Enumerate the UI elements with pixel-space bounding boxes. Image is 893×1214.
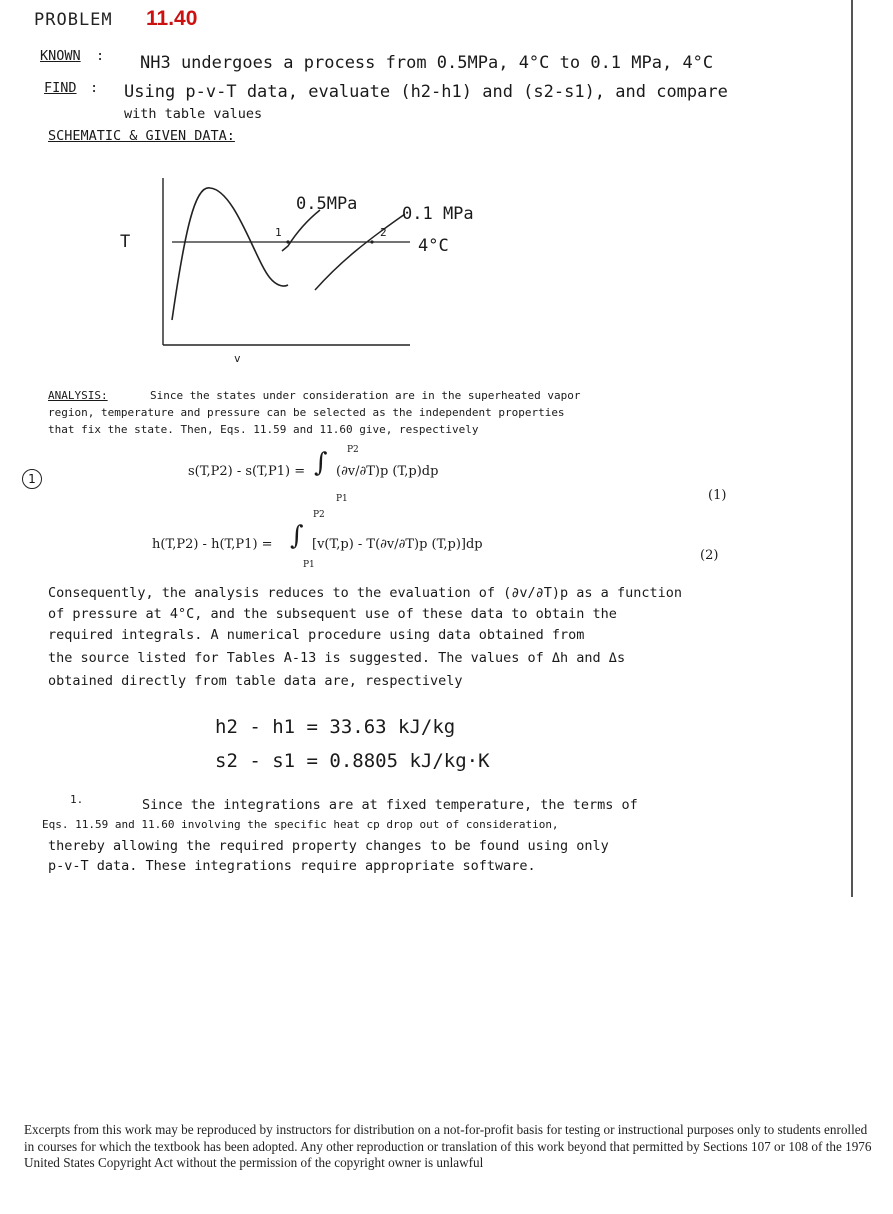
eq1-upper-limit: P2	[347, 445, 359, 455]
eq1-lhs: s(T,P2) - s(T,P1) =	[188, 464, 306, 479]
known-text: NH3 undergoes a process from 0.5MPa, 4°C to 0.1 MPa, 4°C	[140, 53, 714, 73]
state-2-point	[370, 240, 373, 243]
notes-line1: Since the integrations are at fixed temperature, the terms of	[142, 797, 638, 813]
isobar-high	[282, 210, 320, 251]
eq1-lower-limit: P1	[336, 494, 348, 504]
result-entropy: s2 - s1 = 0.8805 kJ/kg·K	[215, 750, 490, 772]
eq1-rhs: (∂v/∂T)p (T,p)dp	[336, 464, 439, 479]
conseq-line5: obtained directly from table data are, respectively	[48, 673, 463, 689]
note-marker-circle: 1	[22, 469, 42, 489]
analysis-line2: region, temperature and pressure can be selected as the independent properties	[48, 406, 565, 419]
find-label: FIND	[44, 80, 77, 96]
conseq-line4: the source listed for Tables A-13 is suggested. The values of Δh and Δs	[48, 650, 626, 666]
state-2-label: 2	[380, 226, 387, 239]
saturation-dome	[172, 188, 288, 320]
state-1-label: 1	[275, 226, 282, 239]
eq2-lhs: h(T,P2) - h(T,P1) =	[152, 537, 273, 552]
conseq-line3: required integrals. A numerical procedure using data obtained from	[48, 627, 585, 643]
eq2-upper-limit: P2	[313, 510, 325, 520]
find-line2: with table values	[124, 106, 263, 122]
analysis-heading: ANALYSIS:	[48, 389, 108, 402]
state-1-point	[286, 240, 289, 243]
notes-line2: Eqs. 11.59 and 11.60 involving the specific heat cp drop out of consideration,	[42, 818, 559, 831]
eq1-integral-sign: ∫	[314, 448, 328, 478]
analysis-line1: Since the states under consideration are in the superheated vapor	[150, 389, 581, 402]
result-enthalpy: h2 - h1 = 33.63 kJ/kg	[215, 716, 456, 738]
eq1-number: (1)	[708, 488, 727, 503]
known-label: KNOWN	[40, 48, 81, 64]
conseq-line2: of pressure at 4°C, and the subsequent use of these data to obtain the	[48, 606, 617, 622]
label-0-5mpa: 0.5MPa	[296, 194, 358, 214]
notes-line4: p-v-T data. These integrations require appropriate software.	[48, 858, 536, 874]
eq2-lower-limit: P1	[303, 560, 315, 570]
notes-marker: 1.	[70, 793, 84, 806]
schematic-heading: SCHEMATIC & GIVEN DATA:	[48, 128, 235, 144]
axis-t-label: T	[120, 232, 131, 252]
conseq-line1: Consequently, the analysis reduces to the evaluation of (∂v/∂T)p as a function	[48, 585, 682, 601]
notes-line3: thereby allowing the required property changes to be found using only	[48, 838, 609, 854]
eq2-rhs: [v(T,p) - T(∂v/∂T)p (T,p)]dp	[312, 537, 483, 552]
problem-label: PROBLEM	[34, 10, 113, 30]
find-line1: Using p-v-T data, evaluate (h2-h1) and (s2-s1), and compare	[124, 82, 728, 102]
copyright-footer: Excerpts from this work may be reproduced by instructors for distribution on a not-for-profit basis for testing or instructional purposes only to students enrolled in courses for which the textbook has been adopted. Any other reproduction or translation of this work beyond that permitted by Sections 107 or 108 of the 1976 United States Copyright Act without the permission of the copyright owner is unlawful	[24, 1122, 872, 1170]
eq2-number: (2)	[700, 548, 719, 563]
isobar-low	[315, 214, 405, 290]
label-0-1mpa: 0.1 MPa	[402, 204, 474, 224]
label-4c: 4°C	[418, 236, 449, 256]
problem-number: 11.40	[146, 7, 198, 30]
eq2-integral-sign: ∫	[290, 521, 304, 551]
axis-v-label: v	[234, 352, 241, 365]
analysis-line3: that fix the state. Then, Eqs. 11.59 and 11.60 give, respectively	[48, 423, 479, 436]
page-right-border	[851, 0, 853, 897]
